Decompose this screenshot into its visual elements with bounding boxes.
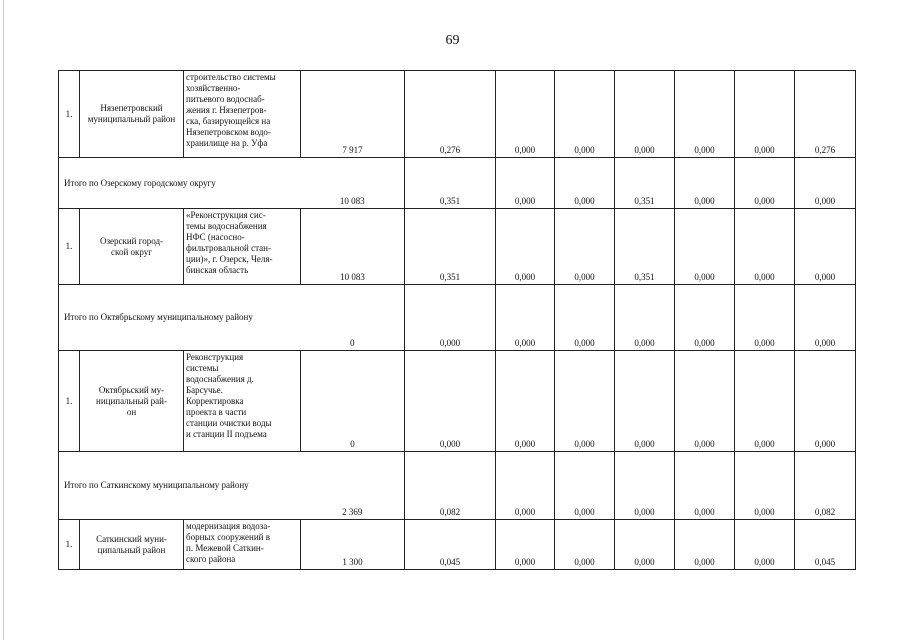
- value-cell: 0,000: [496, 158, 555, 209]
- value-cell: 2 369: [301, 452, 405, 520]
- page-number: 69: [445, 33, 460, 48]
- row-number: 1.: [59, 351, 80, 452]
- value-cell: 0,000: [675, 351, 735, 452]
- value-cell: 0,000: [555, 158, 615, 209]
- value-cell: 0,000: [675, 71, 735, 158]
- value-cell: 0,082: [795, 452, 856, 520]
- total-row: [59, 158, 856, 209]
- value-cell: 0,000: [615, 351, 675, 452]
- value-cell: 0,000: [795, 285, 856, 351]
- total-label: Итого по Октябрьскому муниципальному району: [59, 285, 301, 351]
- value-cell: 1 300: [301, 520, 405, 570]
- value-cell: 0,276: [795, 71, 856, 158]
- table-row: [59, 209, 856, 285]
- value-cell: 0,000: [795, 209, 856, 285]
- scan-edge: [3, 0, 4, 640]
- value-cell: 0,000: [675, 209, 735, 285]
- value-cell: 0,045: [795, 520, 856, 570]
- value-cell: 0,351: [405, 158, 496, 209]
- value-cell: 0,351: [615, 209, 675, 285]
- value-cell: 0,000: [735, 351, 795, 452]
- value-cell: 0: [301, 285, 405, 351]
- value-cell: 0,351: [615, 158, 675, 209]
- value-cell: 0,000: [735, 520, 795, 570]
- value-cell: 0,000: [735, 285, 795, 351]
- municipality-name: Нязепетровский муниципальный район: [80, 71, 184, 158]
- value-cell: 0: [301, 351, 405, 452]
- municipality-name: Октябрьский му- ниципальный рай- он: [80, 351, 184, 452]
- total-row: [59, 285, 856, 351]
- value-cell: 0,082: [405, 452, 496, 520]
- investment-table: [58, 70, 856, 570]
- value-cell: 0,000: [795, 158, 856, 209]
- value-cell: 0,000: [496, 71, 555, 158]
- project-description: «Реконструкция сис- темы водоснабжения НФС (насосно- фильтровальной стан- ции)», г. Озерск, Челя- бинская область: [184, 209, 301, 285]
- total-row: [59, 452, 856, 520]
- total-label: Итого по Озерскому городскому округу: [59, 158, 301, 209]
- value-cell: 0,000: [496, 209, 555, 285]
- row-number: 1.: [59, 520, 80, 570]
- value-cell: 0,000: [675, 158, 735, 209]
- total-label: Итого по Саткинскому муниципальному району: [59, 452, 301, 520]
- table-row: [59, 351, 856, 452]
- value-cell: 0,000: [615, 452, 675, 520]
- value-cell: 0,000: [555, 209, 615, 285]
- value-cell: 10 083: [301, 158, 405, 209]
- value-cell: 0,000: [555, 351, 615, 452]
- value-cell: 0,000: [496, 520, 555, 570]
- value-cell: 0,000: [496, 351, 555, 452]
- value-cell: 0,000: [675, 520, 735, 570]
- table-row: [59, 71, 856, 158]
- value-cell: 0,000: [555, 71, 615, 158]
- municipality-name: Озерский город- ской округ: [80, 209, 184, 285]
- value-cell: 0,000: [735, 452, 795, 520]
- value-cell: 0,045: [405, 520, 496, 570]
- value-cell: 0,000: [496, 452, 555, 520]
- value-cell: 0,000: [735, 71, 795, 158]
- value-cell: 0,000: [555, 520, 615, 570]
- value-cell: 0,351: [405, 209, 496, 285]
- municipality-name: Саткинский муни- ципальный район: [80, 520, 184, 570]
- value-cell: 0,000: [735, 209, 795, 285]
- value-cell: 7 917: [301, 71, 405, 158]
- value-cell: 0,000: [675, 285, 735, 351]
- value-cell: 0,000: [735, 158, 795, 209]
- value-cell: 0,000: [615, 285, 675, 351]
- value-cell: 10 083: [301, 209, 405, 285]
- row-number: 1.: [59, 209, 80, 285]
- project-description: Реконструкция системы водоснабжения д. Барсучье. Корректировка проекта в части станции очистки воды и станции II подъема: [184, 351, 301, 452]
- value-cell: 0,000: [795, 351, 856, 452]
- value-cell: 0,000: [555, 452, 615, 520]
- value-cell: 0,000: [555, 285, 615, 351]
- project-description: строительство системы хозяйственно- питьевого водоснаб- жения г. Нязепетров- ска, базирующейся на Нязепетровском водо- хранилище на р. Уфа: [184, 71, 301, 158]
- value-cell: 0,000: [675, 452, 735, 520]
- project-description: модернизация водоза- борных сооружений в п. Межевой Саткин- ского района: [184, 520, 301, 570]
- value-cell: 0,000: [405, 351, 496, 452]
- value-cell: 0,276: [405, 71, 496, 158]
- value-cell: 0,000: [405, 285, 496, 351]
- value-cell: 0,000: [615, 520, 675, 570]
- value-cell: 0,000: [615, 71, 675, 158]
- table-row: [59, 520, 856, 570]
- row-number: 1.: [59, 71, 80, 158]
- value-cell: 0,000: [496, 285, 555, 351]
